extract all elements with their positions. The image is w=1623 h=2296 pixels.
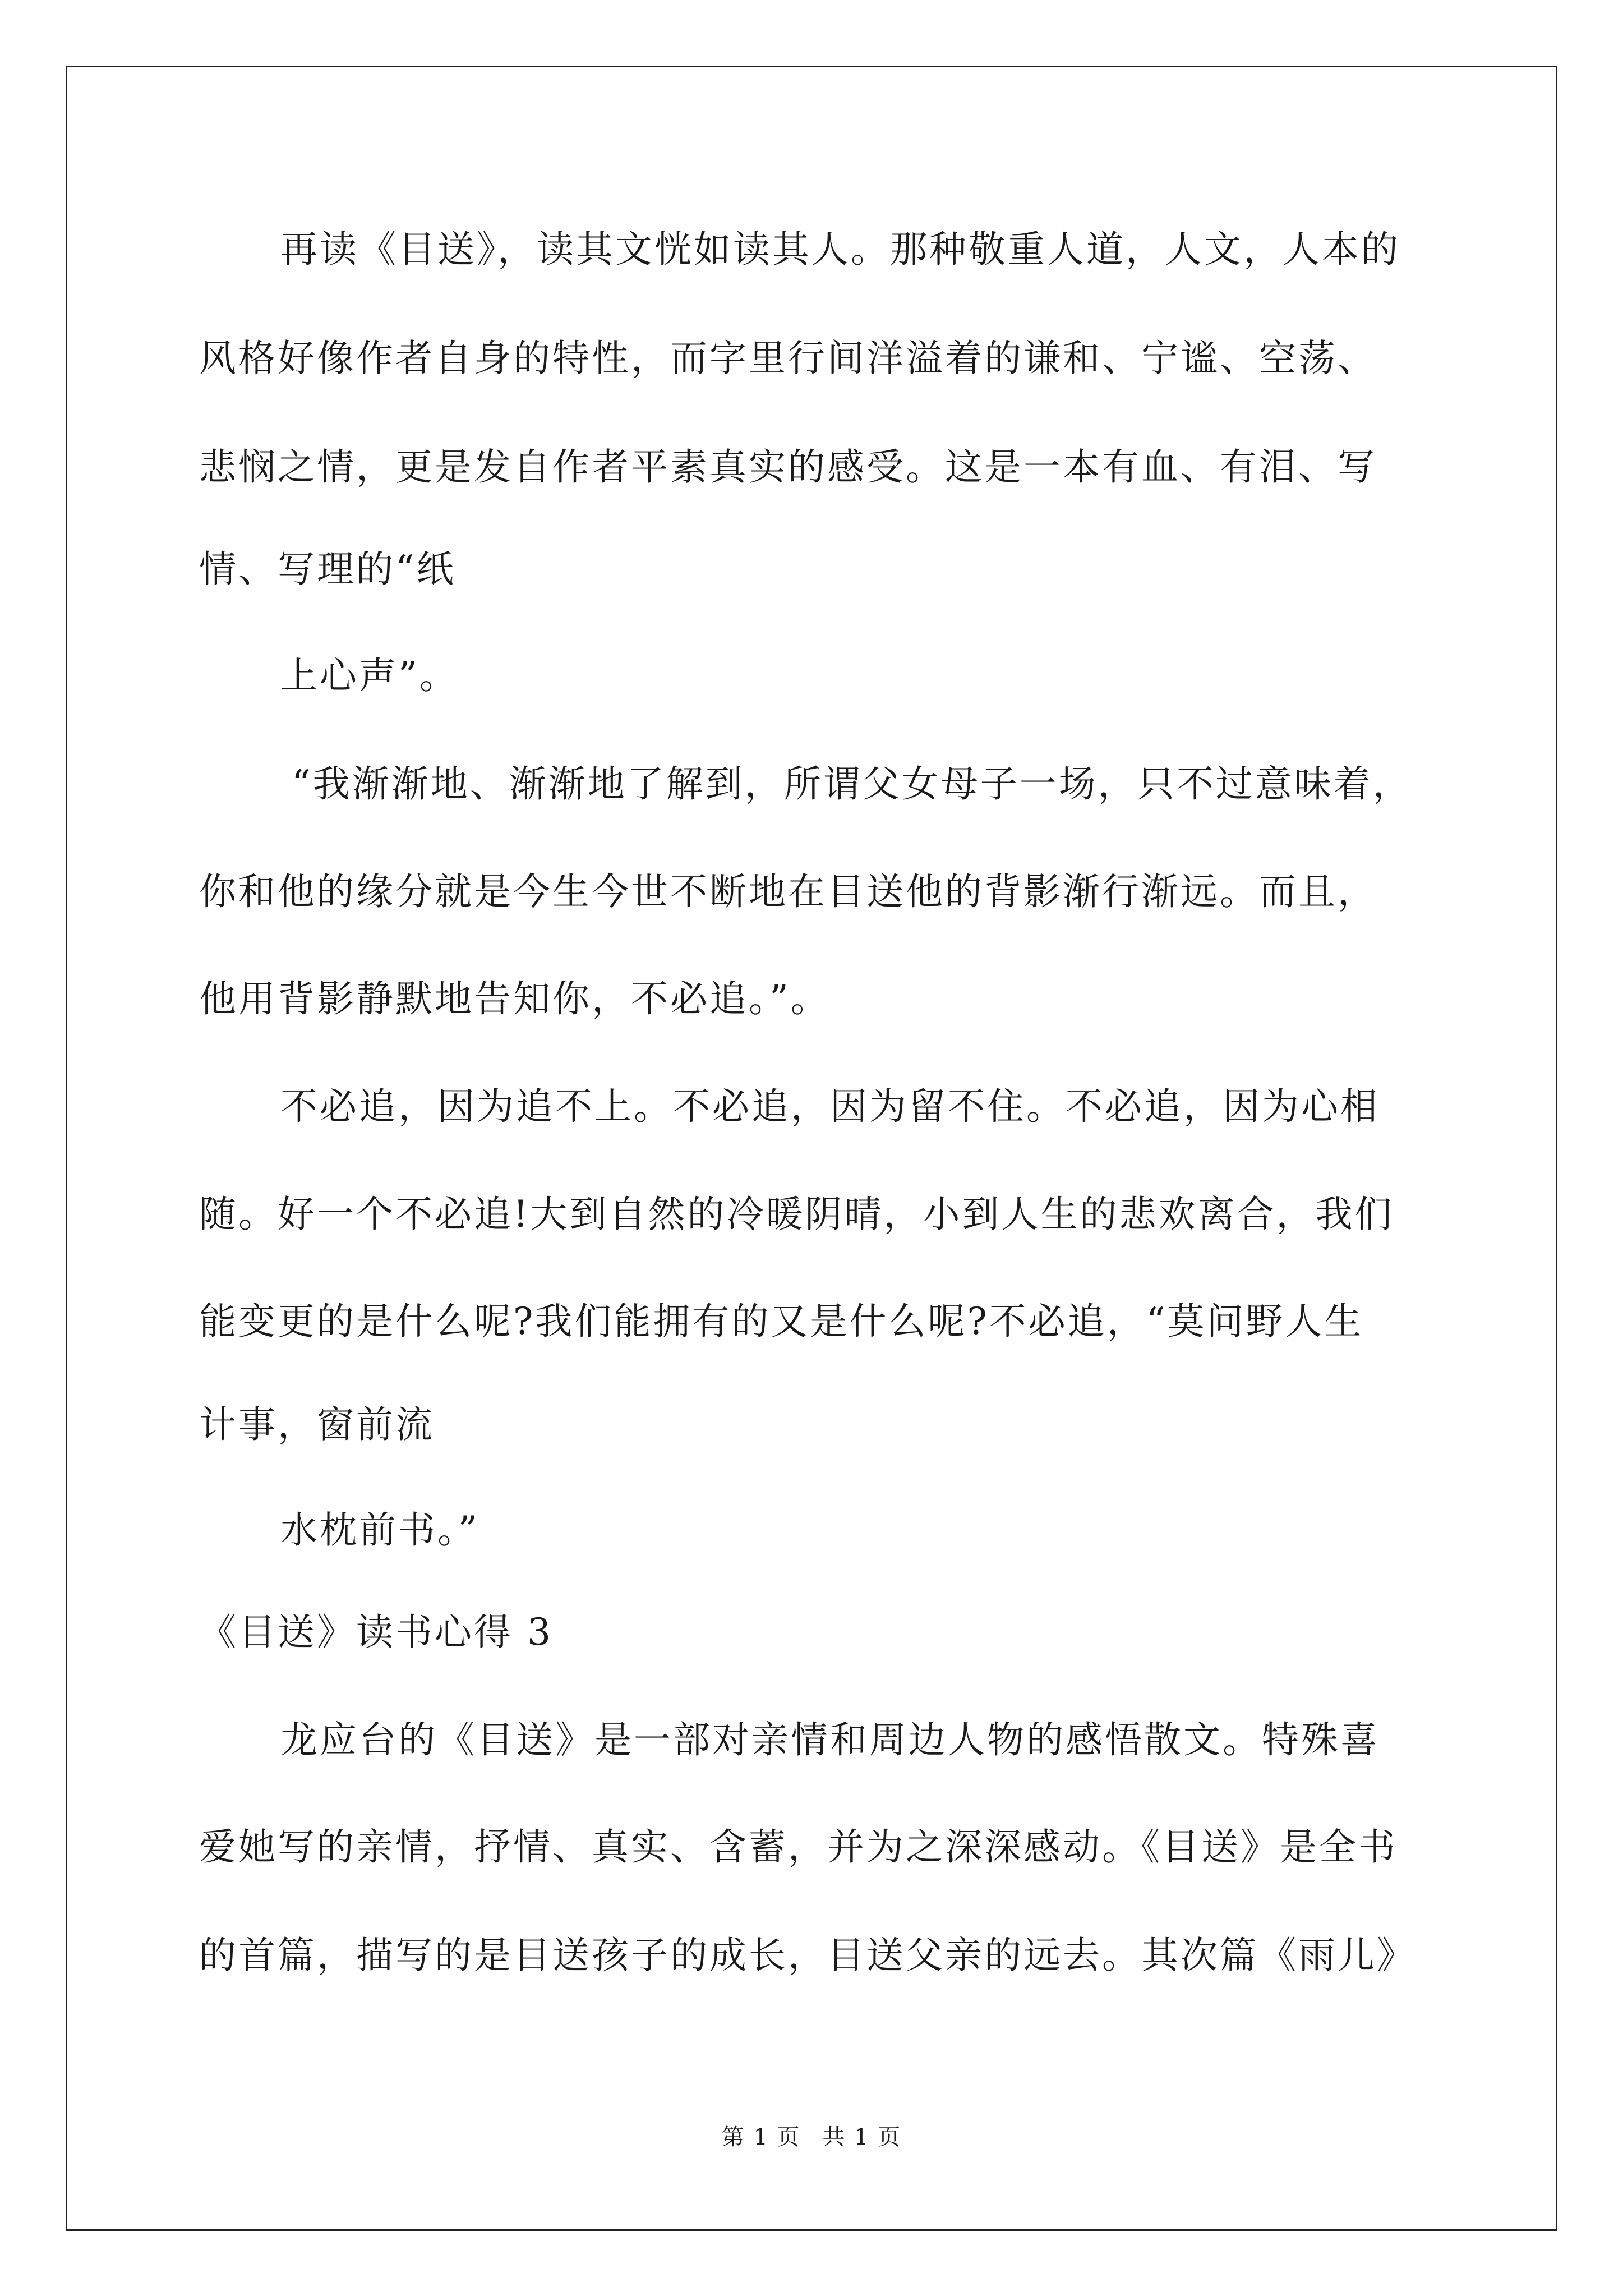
paragraph-5-line-1: 水枕前书。” — [280, 1508, 479, 1552]
page-footer — [0, 2123, 1623, 2151]
page-border — [66, 66, 1557, 2231]
paragraph-6-line-3: 的首篇，描写的是目送孩子的成长，目送父亲的远去。其次篇《雨儿》 — [199, 1934, 1416, 1977]
paragraph-1-line-4: 情、写理的“纸 — [199, 547, 456, 591]
paragraph-3-line-3: 他用背影静默地告知你，不必追。”。 — [199, 977, 830, 1020]
paragraph-6-line-1: 龙应台的《目送》是一部对亲情和周边人物的感悟散文。特殊喜 — [280, 1718, 1380, 1761]
paragraph-6-line-2: 爱她写的亲情，抒情、真实、含蓄，并为之深深感动。《目送》是全书 — [199, 1825, 1398, 1869]
paragraph-1-line-3: 悲悯之情，更是发自作者平素真实的感受。这是一本有血、有泪、写 — [199, 445, 1377, 489]
page-number-total: 共 1 页 — [822, 2124, 902, 2150]
page-number-current: 第 1 页 — [721, 2124, 801, 2150]
paragraph-3-line-2: 你和他的缘分就是今生今世不断地在目送他的背影渐行渐远。而且， — [199, 870, 1377, 913]
paragraph-4-line-2: 随。好一个不必追!大到自然的冷暖阴晴，小到人生的悲欢离合，我们 — [199, 1193, 1394, 1236]
section-heading: 《目送》读书心得 3 — [199, 1611, 553, 1654]
paragraph-3-line-1: “我渐渐地、渐渐地了解到，所谓父女母子一场，只不过意味着， — [292, 762, 1412, 806]
paragraph-1-line-1: 再读《目送》，读其文恍如读其人。那种敬重人道，人文，人本的 — [280, 228, 1400, 271]
paragraph-4-line-4: 计事，窗前流 — [199, 1403, 435, 1446]
paragraph-1-line-2: 风格好像作者自身的特性，而字里行间洋溢着的谦和、宁谧、空荡、 — [199, 337, 1377, 380]
paragraph-2-line-1: 上心声”。 — [280, 654, 459, 697]
paragraph-4-line-3: 能变更的是什么呢?我们能拥有的又是什么呢?不必追，“莫问野人生 — [199, 1300, 1364, 1343]
paragraph-4-line-1: 不必追，因为追不上。不必追，因为留不住。不必追，因为心相 — [280, 1085, 1380, 1128]
